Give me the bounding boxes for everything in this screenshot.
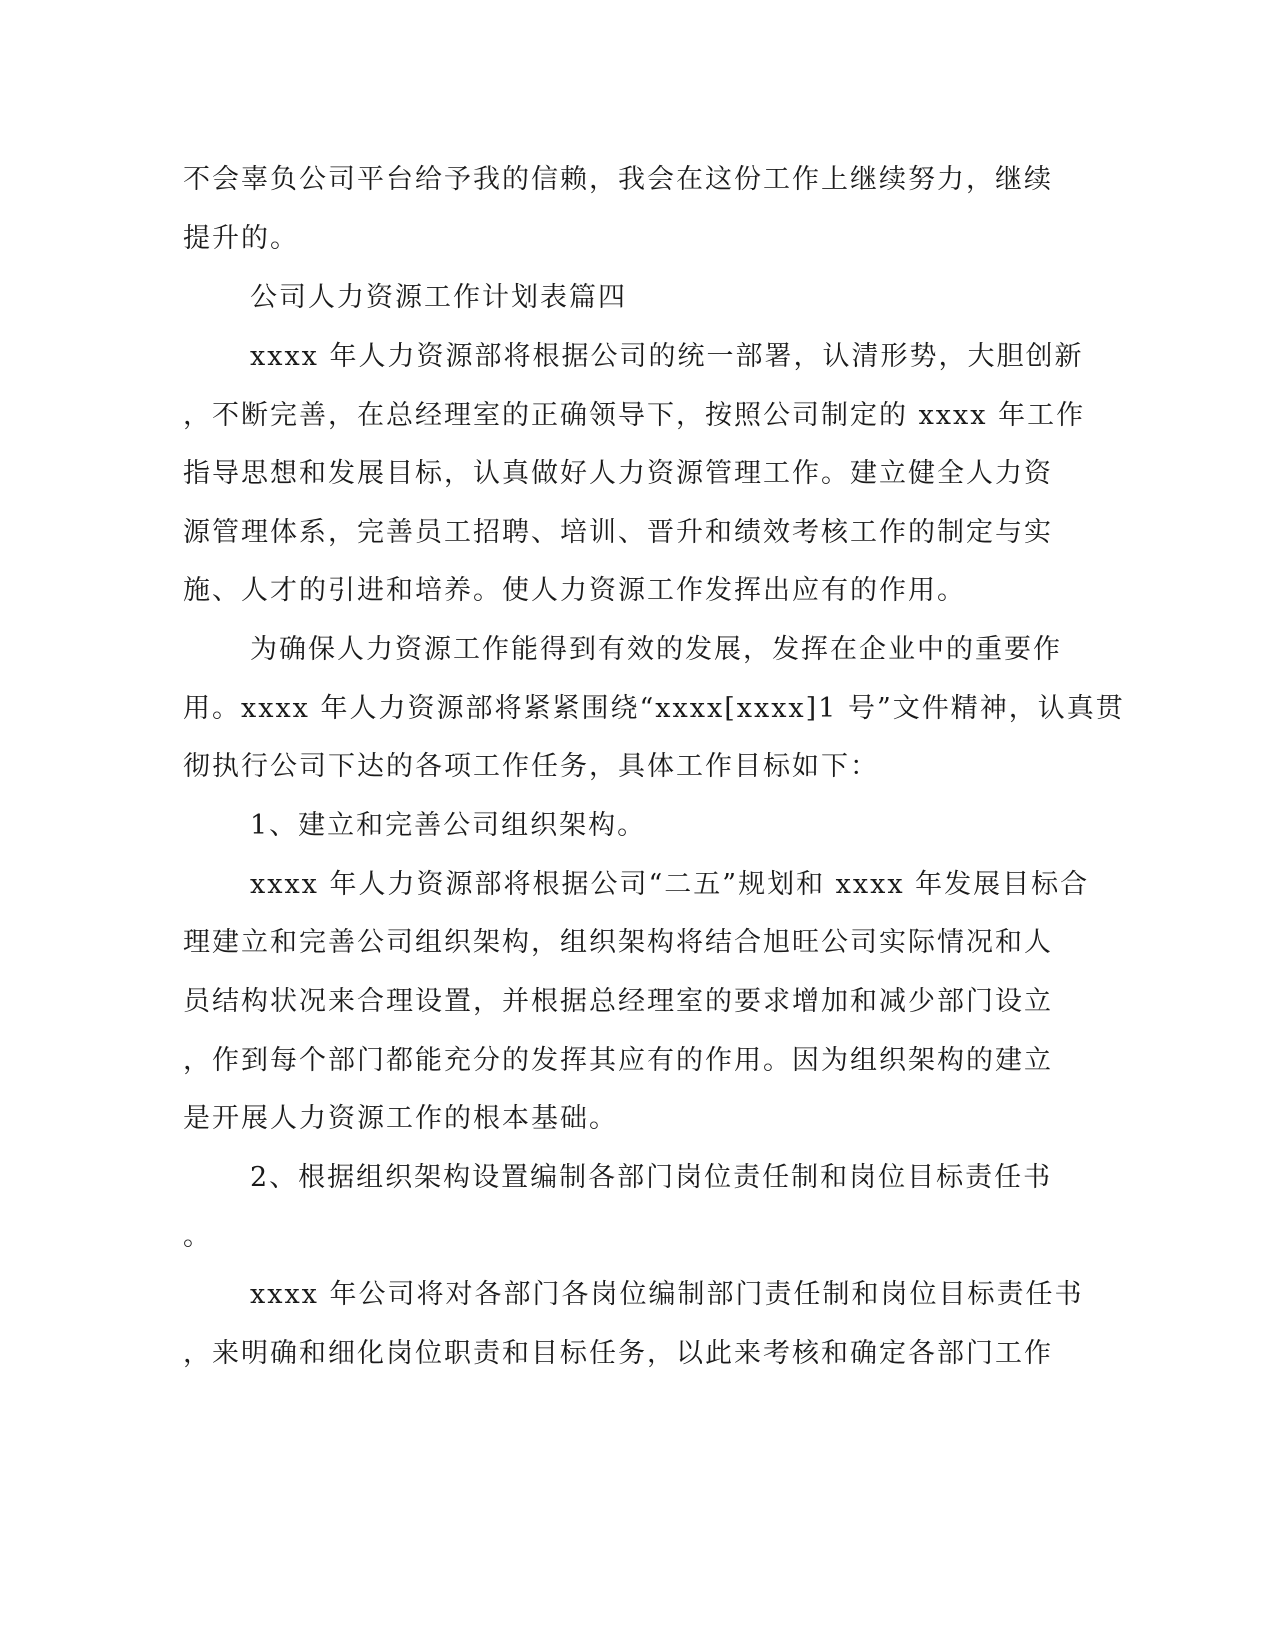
list-item-heading: 2、根据组织架构设置编制各部门岗位责任制和岗位目标责任书 [250, 1162, 1053, 1193]
section-heading: 公司人力资源工作计划表篇四 [250, 282, 627, 313]
text-line: 为确保人力资源工作能得到有效的发展，发挥在企业中的重要作 [250, 634, 1062, 665]
text-line: 彻执行公司下达的各项工作任务，具体工作目标如下： [183, 751, 879, 782]
text-line: ，不断完善，在总经理室的正确领导下，按照公司制定的 xxxx 年工作 [183, 400, 1086, 431]
text-line: xxxx 年人力资源部将根据公司“二五”规划和 xxxx 年发展目标合 [250, 869, 1090, 900]
text-line: 理建立和完善公司组织架构，组织架构将结合旭旺公司实际情况和人 [183, 927, 1053, 958]
list-item-heading: 1、建立和完善公司组织架构。 [250, 810, 647, 841]
text-line: 提升的。 [183, 223, 299, 254]
text-line: 员结构状况来合理设置，并根据总经理室的要求增加和减少部门设立 [183, 986, 1053, 1017]
text-line: 不会辜负公司平台给予我的信赖，我会在这份工作上继续努力，继续 [183, 164, 1053, 195]
text-line: 是开展人力资源工作的根本基础。 [183, 1103, 618, 1134]
text-line: 用。xxxx 年人力资源部将紧紧围绕“xxxx[xxxx]1 号”文件精神，认真贯 [183, 693, 1125, 724]
text-line: xxxx 年人力资源部将根据公司的统一部署，认清形势，大胆创新 [250, 341, 1084, 372]
text-line: ，来明确和细化岗位职责和目标任务，以此来考核和确定各部门工作 [183, 1338, 1053, 1369]
text-line: ，作到每个部门都能充分的发挥其应有的作用。因为组织架构的建立 [183, 1045, 1053, 1076]
text-line: xxxx 年公司将对各部门各岗位编制部门责任制和岗位目标责任书 [250, 1279, 1084, 1310]
text-line: 源管理体系，完善员工招聘、培训、晋升和绩效考核工作的制定与实 [183, 517, 1053, 548]
text-line: 指导思想和发展目标，认真做好人力资源管理工作。建立健全人力资 [183, 458, 1053, 489]
text-line: 施、人才的引进和培养。使人力资源工作发挥出应有的作用。 [183, 575, 966, 606]
text-line: 。 [183, 1221, 212, 1252]
